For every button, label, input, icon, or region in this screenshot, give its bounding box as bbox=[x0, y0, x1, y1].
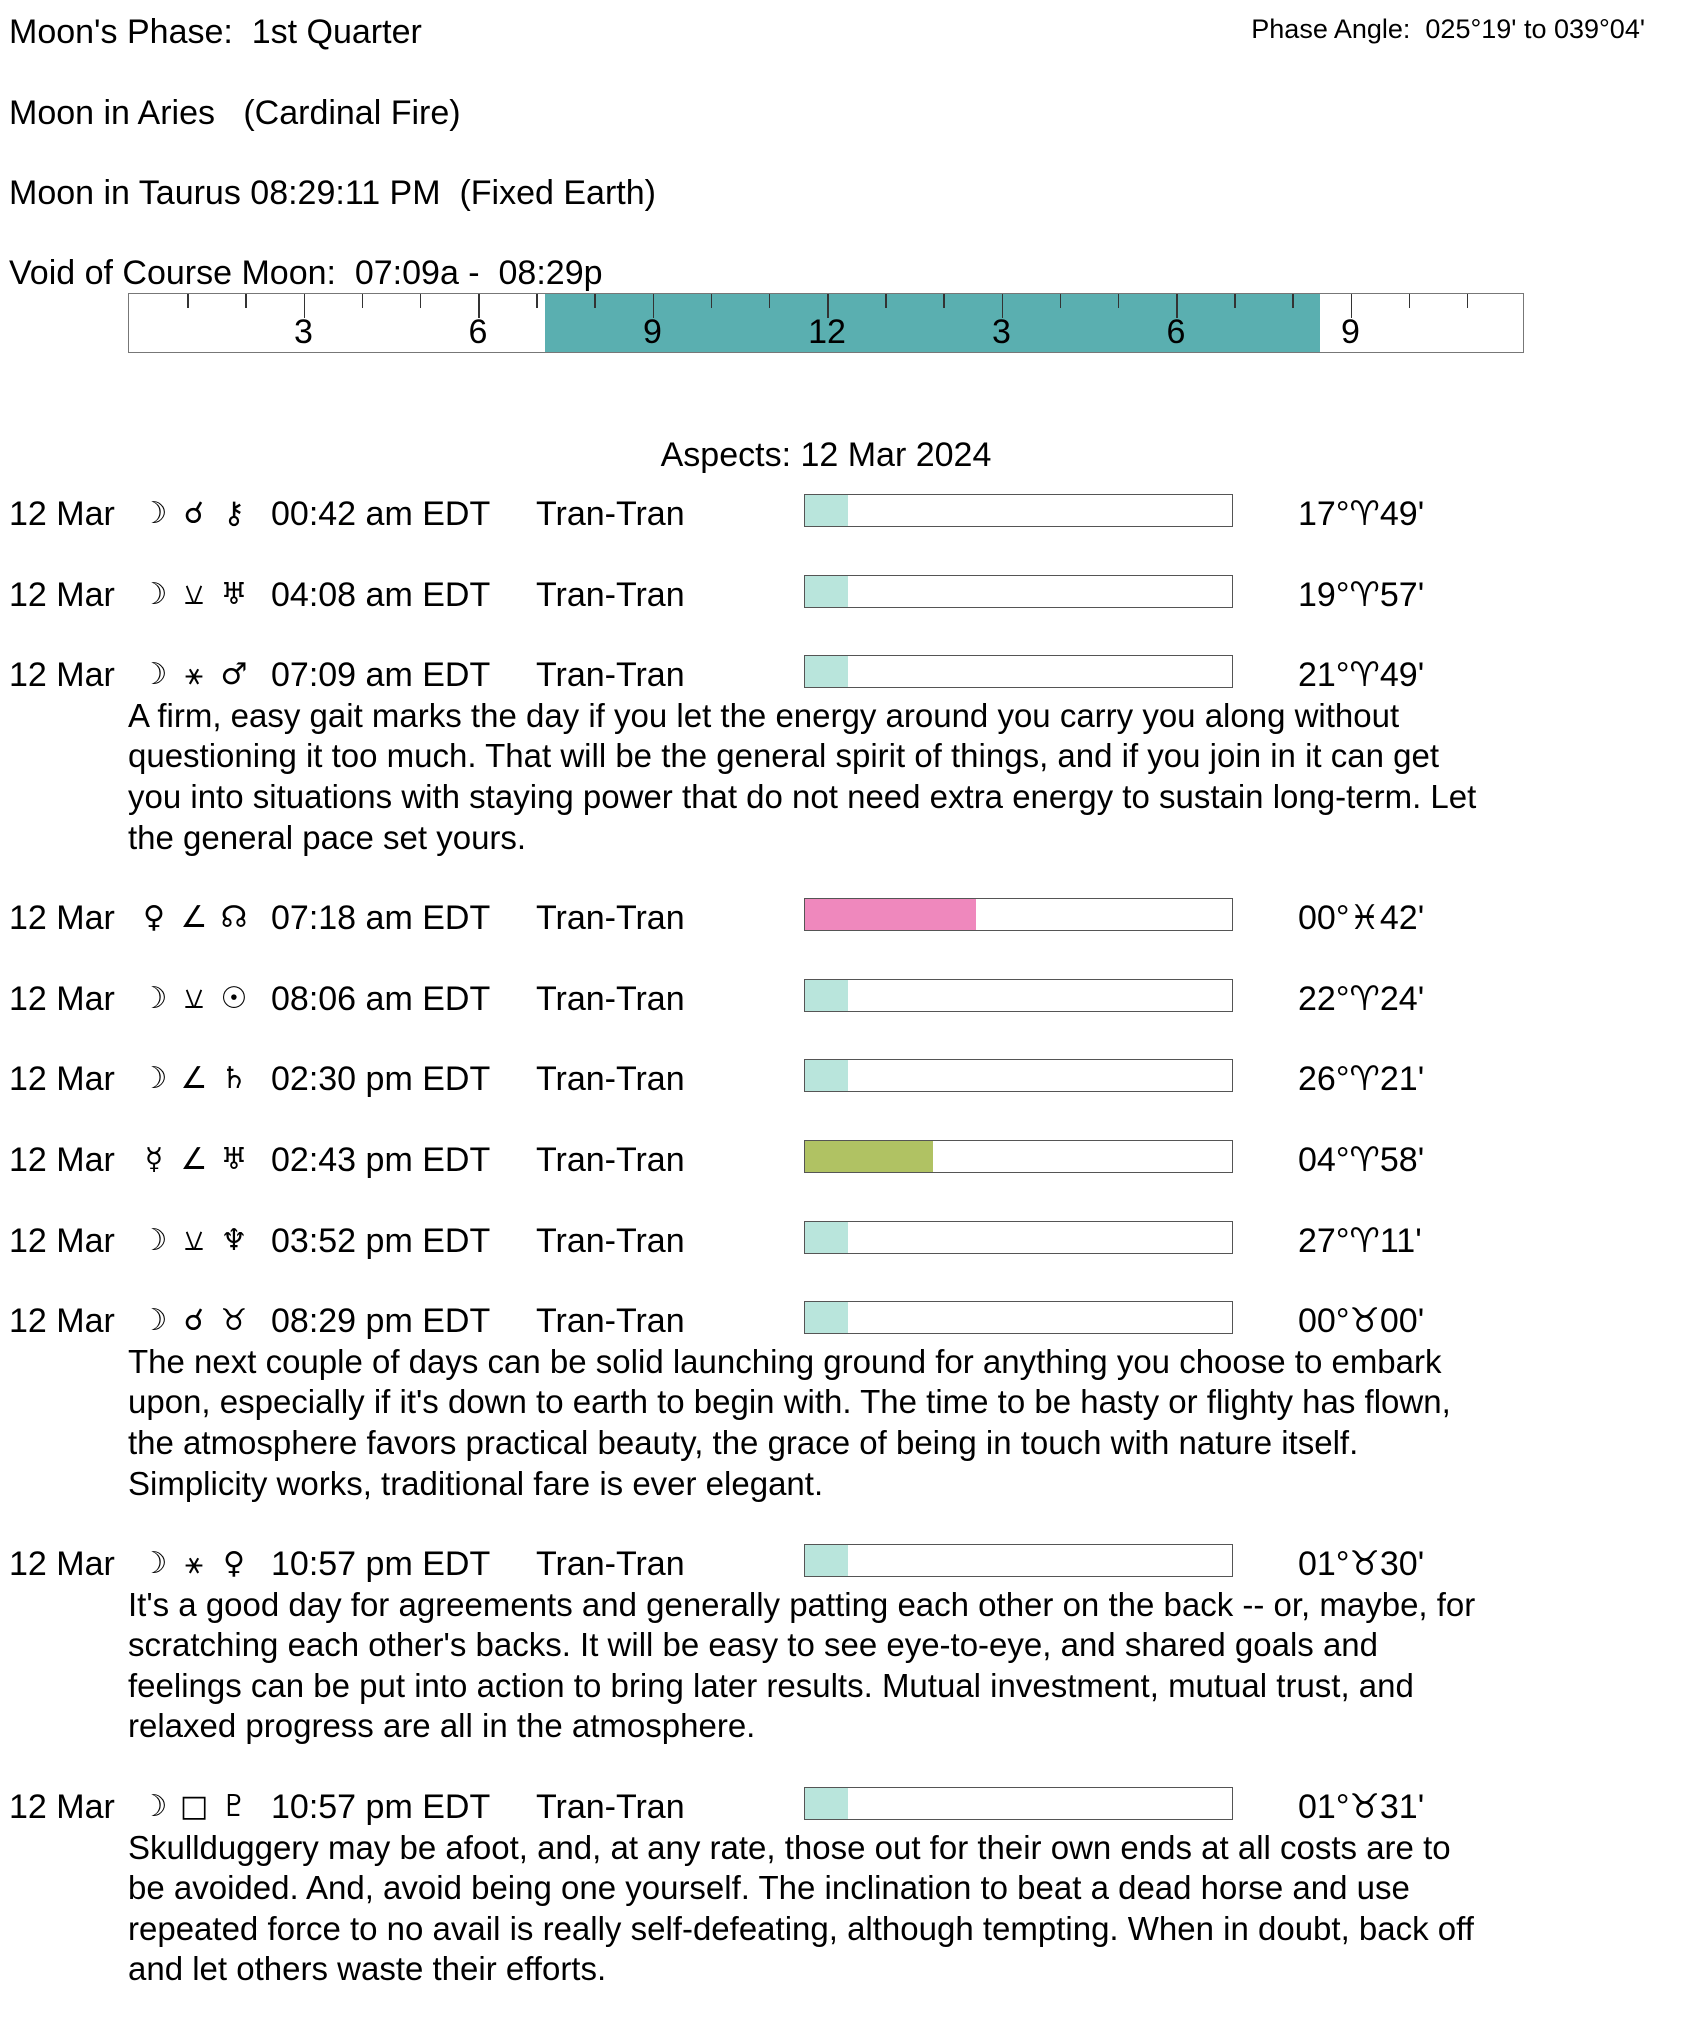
aspect-position: 17°♈︎49' bbox=[1298, 495, 1425, 533]
aspect-type: Tran-Tran bbox=[536, 1302, 685, 1341]
aspect-type: Tran-Tran bbox=[536, 656, 685, 695]
aspect-position: 04°♈︎58' bbox=[1298, 1140, 1425, 1179]
aspect-entry bbox=[0, 1221, 1690, 1262]
interpretation-line: be avoided. And, avoid being one yourself. The inclination to beat a dead horse and use bbox=[128, 1869, 1410, 1907]
aspect-type: Tran-Tran bbox=[536, 1140, 685, 1179]
aspect-position: 21°♈︎49' bbox=[1298, 656, 1425, 695]
interpretation-line: the atmosphere favors practical beauty, the grace of being in touch with nature itself. bbox=[128, 1423, 1359, 1461]
aspect-glyph-icon: ⚹ bbox=[185, 657, 203, 693]
aspect-time: 00:42 am EDT bbox=[271, 495, 491, 533]
planet-glyph-icon: ⚷ bbox=[223, 496, 245, 531]
hour-tick bbox=[1234, 294, 1236, 308]
planet-glyph-icon: ☽ bbox=[140, 1222, 168, 1258]
strength-bar bbox=[804, 1787, 1233, 1820]
strength-bar bbox=[804, 1059, 1233, 1092]
strength-bar bbox=[804, 979, 1233, 1012]
strength-bar-fill bbox=[805, 1302, 848, 1333]
interpretation-line: The next couple of days can be solid launching ground for anything you choose to embark bbox=[128, 1342, 1442, 1380]
hour-tick bbox=[1118, 294, 1120, 308]
phase-angle: Phase Angle: 025°19' to 039°04' bbox=[1251, 14, 1645, 44]
interpretation-line: you into situations with staying power that do not need extra energy to sustain long-term. Let bbox=[128, 777, 1477, 815]
hour-tick bbox=[420, 294, 422, 308]
interpretation-line: and let others waste their efforts. bbox=[128, 1950, 607, 1988]
aspect-date: 12 Mar bbox=[9, 1302, 115, 1341]
void-of-course: Void of Course Moon: 07:09a - 08:29p bbox=[9, 254, 603, 292]
hour-label: 12 bbox=[808, 313, 846, 351]
aspect-type: Tran-Tran bbox=[536, 1788, 685, 1827]
aspect-time: 07:18 am EDT bbox=[271, 899, 491, 938]
aspect-row bbox=[0, 494, 1690, 535]
aspect-entry bbox=[0, 655, 1690, 858]
hour-label: 9 bbox=[1341, 313, 1360, 351]
planet-glyph-icon: ☽ bbox=[140, 1061, 168, 1097]
aspect-type: Tran-Tran bbox=[536, 979, 685, 1018]
strength-bar bbox=[804, 655, 1233, 688]
hour-tick bbox=[594, 294, 596, 308]
planet-glyph-icon: ♀ bbox=[143, 900, 165, 936]
hour-label: 3 bbox=[294, 313, 313, 351]
hour-label: 6 bbox=[468, 313, 488, 351]
hour-tick bbox=[536, 294, 538, 308]
planet-glyph-icon: ♅ bbox=[220, 576, 248, 612]
interpretation-line: upon, especially if it's down to earth to begin with. The time to be hasty or flighty has flown, bbox=[128, 1383, 1451, 1421]
aspect-date: 12 Mar bbox=[9, 1221, 115, 1260]
interpretation-line: repeated force to no avail is really self-defeating, although tempting. When in doubt, back off bbox=[128, 1909, 1474, 1947]
aspect-date: 12 Mar bbox=[9, 1545, 115, 1584]
aspect-entry bbox=[0, 1301, 1690, 1504]
hour-tick bbox=[187, 294, 189, 308]
aspect-date: 12 Mar bbox=[9, 979, 115, 1018]
aspect-date: 12 Mar bbox=[9, 575, 115, 614]
aspect-entry bbox=[0, 494, 1690, 535]
interpretation-line: It's a good day for agreements and generally patting each other on the back -- or, maybe, for bbox=[128, 1585, 1476, 1623]
void-of-course-timeline bbox=[128, 293, 1524, 353]
strength-bar bbox=[804, 1544, 1233, 1577]
strength-bar-fill bbox=[805, 495, 848, 526]
moon-phase: Moon's Phase: 1st Quarter bbox=[9, 13, 422, 51]
aspect-entry bbox=[0, 979, 1690, 1020]
hour-tick bbox=[245, 294, 247, 308]
aspect-glyph-icon: ⚺ bbox=[184, 1222, 204, 1258]
strength-bar-fill bbox=[805, 899, 976, 930]
hour-tick bbox=[769, 294, 771, 308]
aspect-time: 07:09 am EDT bbox=[271, 656, 491, 695]
strength-bar bbox=[804, 1140, 1233, 1173]
hour-tick bbox=[885, 294, 887, 308]
aspect-entry bbox=[0, 575, 1690, 616]
planet-glyph-icon: ☽ bbox=[140, 1546, 168, 1582]
aspect-row bbox=[0, 1059, 1690, 1100]
aspect-date: 12 Mar bbox=[9, 1140, 115, 1179]
aspect-row bbox=[0, 655, 1690, 696]
hour-tick bbox=[1292, 294, 1294, 308]
aspect-time: 03:52 pm EDT bbox=[271, 1221, 491, 1260]
aspect-row bbox=[0, 1301, 1690, 1342]
aspect-position: 01°♉︎30' bbox=[1298, 1545, 1425, 1584]
aspect-time: 10:57 pm EDT bbox=[271, 1788, 491, 1827]
aspect-list bbox=[0, 494, 1690, 2030]
aspect-time: 02:30 pm EDT bbox=[271, 1060, 491, 1099]
aspect-time: 02:43 pm EDT bbox=[271, 1140, 491, 1179]
aspect-interpretation bbox=[0, 1828, 1690, 1990]
aspect-type: Tran-Tran bbox=[536, 899, 685, 938]
strength-bar-fill bbox=[805, 1545, 848, 1576]
aspect-type: Tran-Tran bbox=[536, 495, 685, 533]
aspect-type: Tran-Tran bbox=[536, 1060, 685, 1099]
aspect-time: 10:57 pm EDT bbox=[271, 1545, 491, 1584]
strength-bar bbox=[804, 1221, 1233, 1254]
planet-glyph-icon: ♆ bbox=[220, 1222, 248, 1258]
aspect-date: 12 Mar bbox=[9, 656, 115, 695]
strength-bar bbox=[804, 898, 1233, 931]
aspect-entry bbox=[0, 1059, 1690, 1100]
interpretation-line: A firm, easy gait marks the day if you let the energy around you carry you along without bbox=[128, 696, 1400, 734]
interpretation-line: Simplicity works, traditional fare is ever elegant. bbox=[128, 1464, 824, 1502]
planet-glyph-icon: ☊ bbox=[220, 900, 248, 936]
hour-tick bbox=[1467, 294, 1469, 308]
aspect-type: Tran-Tran bbox=[536, 1545, 685, 1584]
hour-label: 9 bbox=[643, 313, 662, 351]
interpretation-line: feelings can be put into action to bring later results. Mutual investment, mutual trust, and bbox=[128, 1666, 1414, 1704]
interpretation-line: questioning it too much. That will be the general spirit of things, and if you join in it can get bbox=[128, 737, 1439, 775]
interpretation-line: relaxed progress are all in the atmosphere. bbox=[128, 1707, 756, 1745]
aspect-position: 01°♉︎31' bbox=[1298, 1788, 1425, 1827]
aspects-title: Aspects: 12 Mar 2024 bbox=[660, 436, 992, 474]
planet-glyph-icon: ☽ bbox=[140, 657, 168, 693]
aspect-date: 12 Mar bbox=[9, 1788, 115, 1827]
planet-glyph-icon: ☿ bbox=[144, 1141, 164, 1177]
aspect-date: 12 Mar bbox=[9, 495, 115, 533]
strength-bar-fill bbox=[805, 1788, 848, 1819]
aspect-glyph-icon: ∠ bbox=[180, 900, 208, 936]
hour-label: 3 bbox=[992, 313, 1011, 351]
planet-glyph-icon: ♀ bbox=[223, 1546, 245, 1582]
moon-sign: Moon in Aries (Cardinal Fire) bbox=[9, 94, 461, 132]
aspect-glyph-icon: ☌ bbox=[183, 496, 205, 531]
aspect-glyph-icon: ∠ bbox=[180, 1141, 208, 1177]
aspect-glyph-icon: □ bbox=[179, 1789, 209, 1825]
strength-bar bbox=[804, 494, 1233, 527]
interpretation-line: Skullduggery may be afoot, and, at any rate, those out for their own ends at all costs are to bbox=[128, 1828, 1451, 1866]
aspect-row bbox=[0, 1544, 1690, 1585]
aspect-glyph-icon: ☌ bbox=[183, 1303, 205, 1339]
planet-glyph-icon: ☽ bbox=[140, 1789, 168, 1825]
planet-glyph-icon: ♉︎ bbox=[220, 1303, 248, 1339]
aspect-date: 12 Mar bbox=[9, 1060, 115, 1099]
aspect-time: 08:29 pm EDT bbox=[271, 1302, 491, 1341]
hour-tick bbox=[1409, 294, 1411, 308]
interpretation-line: scratching each other's backs. It will be easy to see eye-to-eye, and shared goals and bbox=[128, 1626, 1379, 1664]
hour-tick bbox=[362, 294, 364, 308]
planet-glyph-icon: ☽ bbox=[140, 576, 168, 612]
hour-tick bbox=[943, 294, 945, 308]
aspect-row bbox=[0, 1140, 1690, 1181]
aspect-position: 00°♉︎00' bbox=[1298, 1302, 1425, 1341]
planet-glyph-icon: ☽ bbox=[140, 1303, 168, 1339]
hour-tick bbox=[711, 294, 713, 308]
aspect-row bbox=[0, 979, 1690, 1020]
aspect-glyph-icon: ⚺ bbox=[184, 980, 204, 1016]
aspect-position: 22°♈︎24' bbox=[1298, 979, 1425, 1018]
aspect-row bbox=[0, 1221, 1690, 1262]
aspect-interpretation bbox=[0, 696, 1690, 858]
strength-bar-fill bbox=[805, 576, 848, 607]
aspect-time: 04:08 am EDT bbox=[271, 575, 491, 614]
aspect-entry bbox=[0, 1544, 1690, 1747]
planet-glyph-icon: ☽ bbox=[140, 980, 168, 1016]
moon-ingress: Moon in Taurus 08:29:11 PM (Fixed Earth) bbox=[9, 174, 656, 212]
strength-bar bbox=[804, 575, 1233, 608]
aspect-interpretation bbox=[0, 1585, 1690, 1747]
aspect-row bbox=[0, 1787, 1690, 1828]
hour-tick bbox=[1060, 294, 1062, 308]
strength-bar-fill bbox=[805, 980, 848, 1011]
planet-glyph-icon: ☽ bbox=[140, 496, 168, 531]
strength-bar-fill bbox=[805, 656, 848, 687]
aspect-type: Tran-Tran bbox=[536, 1221, 685, 1260]
aspect-glyph-icon: ⚹ bbox=[185, 1546, 203, 1582]
aspect-position: 27°♈︎11' bbox=[1298, 1221, 1422, 1260]
aspect-position: 00°♓︎42' bbox=[1298, 899, 1425, 938]
aspect-time: 08:06 am EDT bbox=[271, 979, 491, 1018]
planet-glyph-icon: ☉ bbox=[220, 980, 248, 1016]
strength-bar-fill bbox=[805, 1141, 933, 1172]
aspect-interpretation bbox=[0, 1342, 1690, 1504]
hour-label: 6 bbox=[1166, 313, 1186, 351]
aspect-date: 12 Mar bbox=[9, 899, 115, 938]
aspect-entry bbox=[0, 898, 1690, 939]
aspect-glyph-icon: ⚺ bbox=[184, 576, 204, 612]
aspect-row bbox=[0, 575, 1690, 616]
strength-bar-fill bbox=[805, 1222, 848, 1253]
aspect-row bbox=[0, 898, 1690, 939]
aspect-position: 26°♈︎21' bbox=[1298, 1060, 1425, 1099]
planet-glyph-icon: ♅ bbox=[220, 1141, 248, 1177]
planet-glyph-icon: ♄ bbox=[220, 1061, 248, 1097]
aspect-glyph-icon: ∠ bbox=[180, 1061, 208, 1097]
aspect-entry bbox=[0, 1787, 1690, 1990]
aspect-entry bbox=[0, 1140, 1690, 1181]
strength-bar-fill bbox=[805, 1060, 848, 1091]
aspect-type: Tran-Tran bbox=[536, 575, 685, 614]
planet-glyph-icon: ♇ bbox=[220, 1789, 248, 1825]
planet-glyph-icon: ♂ bbox=[220, 657, 248, 693]
aspect-position: 19°♈︎57' bbox=[1298, 575, 1425, 614]
interpretation-line: the general pace set yours. bbox=[128, 818, 527, 856]
strength-bar bbox=[804, 1301, 1233, 1334]
